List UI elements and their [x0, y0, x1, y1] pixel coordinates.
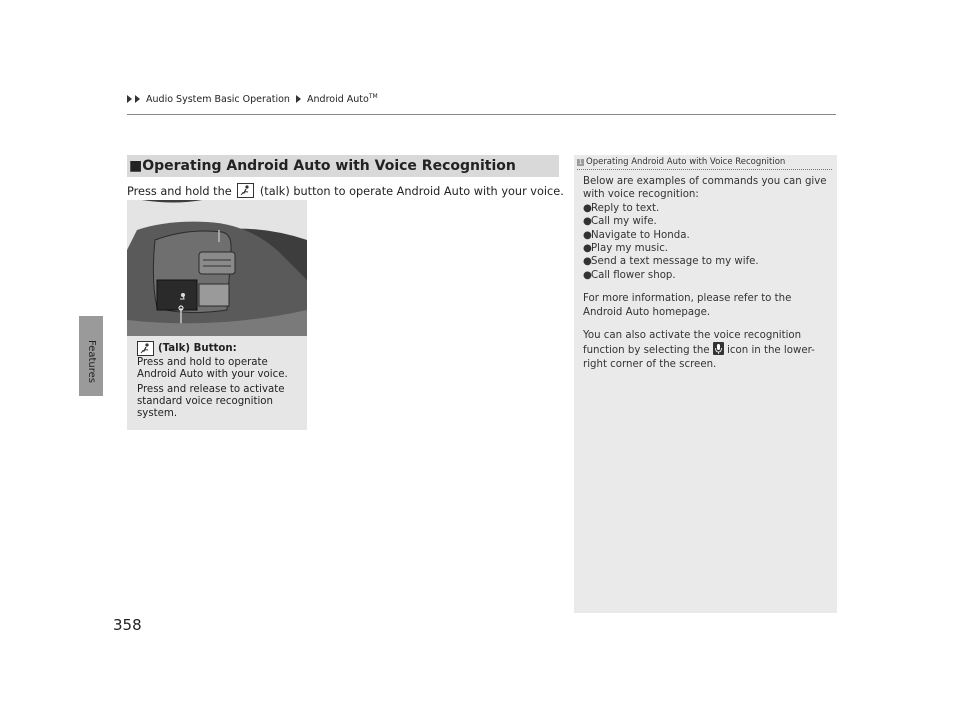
- list-item: ● Reply to text.: [583, 202, 660, 214]
- list-item: ● Call flower shop.: [583, 269, 676, 281]
- breadcrumb-item-audio[interactable]: Audio System Basic Operation: [146, 94, 290, 105]
- list-item: ● Send a text message to my wife.: [583, 256, 759, 268]
- body-paragraph: Press and hold the (talk) button to operate Android Auto with your voice.: [127, 185, 564, 198]
- header-rule: [127, 114, 836, 115]
- list-item: ● Navigate to Honda.: [583, 229, 690, 241]
- breadcrumb-item-android-auto[interactable]: Android Auto™: [307, 93, 378, 105]
- callout-line-hold: Press and hold to operate Android Auto with your voice.: [137, 357, 288, 380]
- list-item: ● Call my wife.: [583, 216, 657, 228]
- talk-button-icon: [137, 341, 154, 356]
- note-intro: Below are examples of commands you can give with voice recognition:: [583, 176, 827, 201]
- chapter-label: Features: [86, 340, 97, 383]
- triangle-right-icon: [296, 95, 301, 103]
- steering-wheel-image: [127, 200, 307, 336]
- breadcrumb: [127, 93, 378, 105]
- callout-title: (Talk) Button:: [158, 342, 237, 354]
- triangle-right-icon: [135, 95, 140, 103]
- list-item: ● Play my music.: [583, 243, 669, 255]
- section-title: ■Operating Android Auto with Voice Recognition: [129, 158, 516, 174]
- talk-button-icon: [237, 183, 254, 198]
- microphone-icon: [713, 342, 724, 355]
- figure-callout: [137, 341, 305, 420]
- page-number: 358: [113, 616, 142, 634]
- note-also-activate: You can also activate the voice recognition function by selecting the icon in the lower-right corner of the screen.: [583, 330, 815, 370]
- callout-line-release: Press and release to activate standard voice recognition system.: [137, 384, 285, 419]
- note-divider: [577, 169, 832, 170]
- note-body: [583, 175, 831, 371]
- triangle-right-icon: [127, 95, 132, 103]
- note-more-info: For more information, please refer to the Android Auto homepage.: [583, 293, 792, 318]
- note-heading: 1 Operating Android Auto with Voice Recognition: [578, 157, 786, 167]
